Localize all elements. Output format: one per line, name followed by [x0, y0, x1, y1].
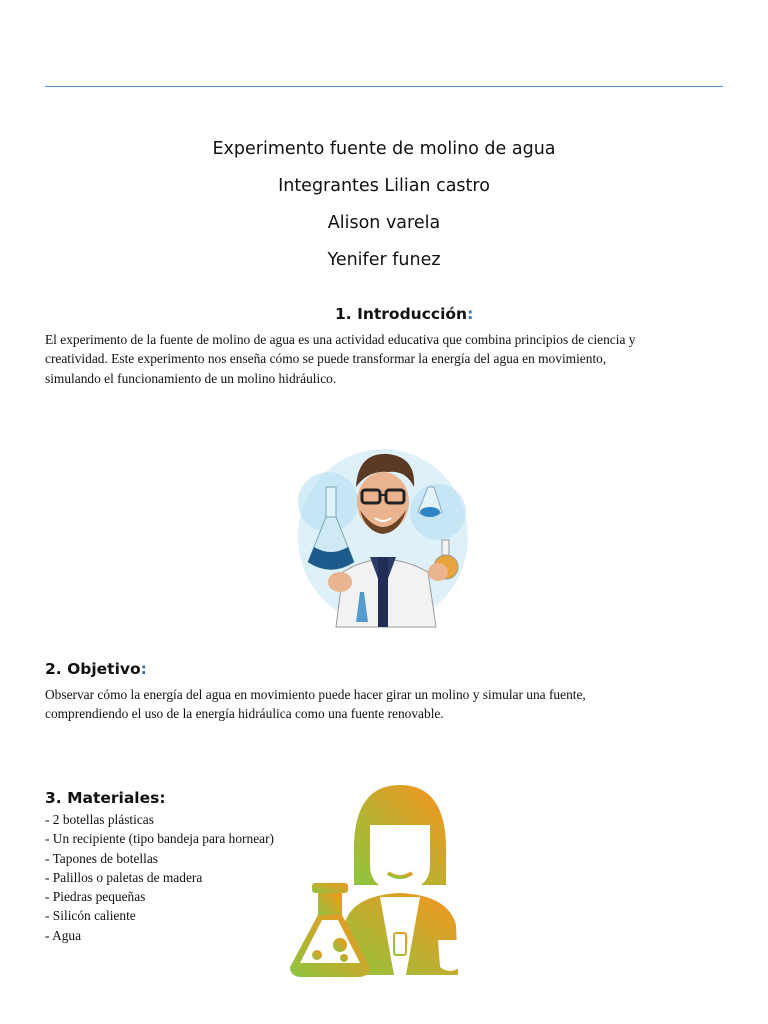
header-rule [45, 86, 723, 87]
paragraph-line: El experimento de la fuente de molino de agua es una actividad educativa que combina principios de ciencia y [45, 332, 636, 347]
member-name: Alison varela [327, 213, 441, 233]
title-block [0, 136, 768, 284]
paragraph-line: creatividad. Este experimento nos enseña cómo se puede transformar la energía del agua en movimiento, [45, 351, 607, 367]
members-line: Integrantes Lilian castro [278, 176, 490, 196]
intro-heading: 1. Introducción: [335, 305, 474, 323]
materials-heading: 3. Materiales: [45, 789, 166, 807]
scientist-illustration [288, 432, 478, 632]
intro-paragraph [45, 330, 635, 388]
list-item: - Piedras pequeñas [45, 889, 146, 905]
list-item: - Un recipiente (tipo bandeja para hornear) [45, 831, 275, 847]
teacher-icon-illustration [262, 755, 506, 1005]
list-item: - Silicón caliente [45, 908, 136, 924]
list-item: - 2 botellas plásticas [45, 812, 154, 827]
member-name: Yenifer funez [327, 250, 441, 270]
paragraph-line: comprendiendo el uso de la energía hidráulica como una fuente renovable. [45, 706, 444, 722]
objective-heading: 2. Objetivo: [45, 660, 147, 678]
paragraph-line: Observar cómo la energía del agua en movimiento puede hacer girar un molino y simular una fuente, [45, 687, 586, 702]
document-title: Experimento fuente de molino de agua [212, 139, 556, 159]
paragraph-line: simulando el funcionamiento de un molino hidráulico. [45, 370, 337, 386]
list-item: - Palillos o paletas de madera [45, 869, 203, 885]
objective-paragraph [45, 685, 586, 724]
list-item: - Agua [45, 927, 82, 943]
list-item: - Tapones de botellas [45, 850, 158, 866]
materials-list [45, 810, 274, 945]
